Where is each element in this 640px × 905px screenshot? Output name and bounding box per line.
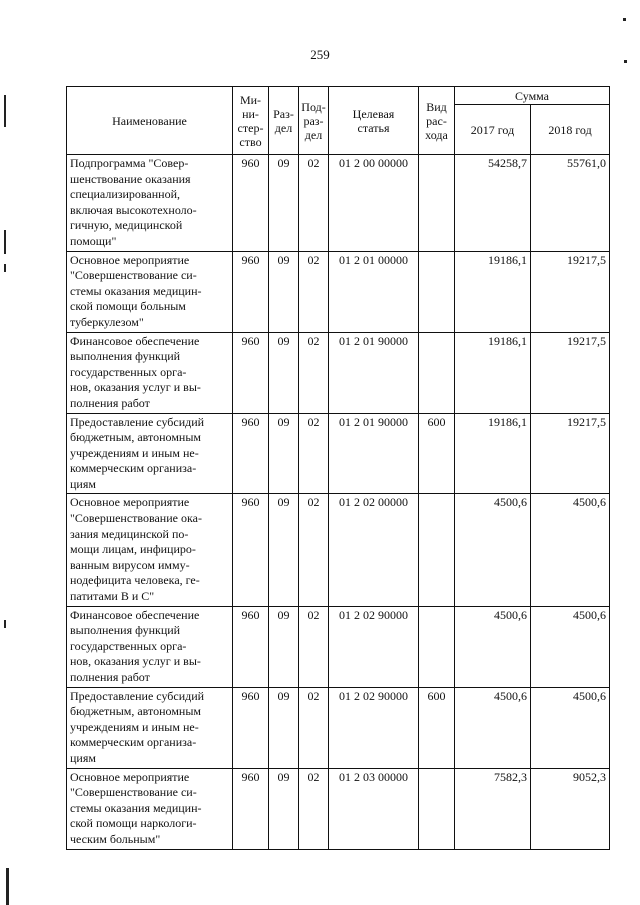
row-target: 01 2 03 00000 (329, 768, 419, 849)
row-section: 09 (269, 687, 299, 768)
table-row (67, 768, 610, 849)
scan-artifact (4, 264, 6, 272)
header-target-label: Целевая статья (352, 106, 395, 135)
scan-artifact (6, 868, 9, 905)
row-name: Основное мероприятие "Совершенствование ока- зания медицинской по- мощи лицам, инфициро- ванным вирусом имму- нодефицита человека, ге- патитами В и С" (67, 494, 233, 606)
scan-artifact (4, 620, 6, 628)
row-subsection: 02 (299, 413, 329, 494)
header-subsection (299, 87, 329, 155)
header-name-label: Наименование (112, 113, 187, 128)
row-section: 09 (269, 155, 299, 252)
row-section: 09 (269, 413, 299, 494)
header-year-2018 (531, 105, 610, 155)
row-ministry: 960 (233, 332, 269, 413)
row-target: 01 2 01 90000 (329, 332, 419, 413)
row-expense-type (419, 332, 455, 413)
row-subsection: 02 (299, 687, 329, 768)
row-subsection: 02 (299, 332, 329, 413)
page-number: 259 (310, 47, 330, 62)
header-target (329, 87, 419, 155)
header-section-label: Раз- дел (273, 106, 294, 135)
row-sum-2018: 19217,5 (531, 332, 610, 413)
row-sum-2017: 4500,6 (455, 494, 531, 606)
header-year-2018-label: 2018 год (548, 122, 592, 137)
row-ministry: 960 (233, 251, 269, 332)
row-name: Подпрограмма "Совер- шенствование оказания специализированной, включая высокотехноло- гичную, медицинской помощи" (67, 155, 233, 252)
row-expense-type (419, 768, 455, 849)
row-expense-type: 600 (419, 413, 455, 494)
header-year-2017-label: 2017 год (470, 122, 515, 137)
row-section: 09 (269, 494, 299, 606)
row-subsection: 02 (299, 494, 329, 606)
row-ministry: 960 (233, 155, 269, 252)
row-subsection: 02 (299, 606, 329, 687)
scan-artifact (623, 18, 626, 21)
row-name: Основное мероприятие "Совершенствование си- стемы оказания медицин- ской помощи больным туберкулезом" (67, 251, 233, 332)
row-name: Предоставление субсидий бюджетным, автономным учреждениям и иным не- коммерческим организа- циям (67, 687, 233, 768)
row-sum-2018: 4500,6 (531, 687, 610, 768)
row-sum-2018: 4500,6 (531, 494, 610, 606)
row-sum-2017: 7582,3 (455, 768, 531, 849)
table-body (67, 155, 610, 850)
row-expense-type: 600 (419, 687, 455, 768)
row-section: 09 (269, 332, 299, 413)
row-ministry: 960 (233, 687, 269, 768)
row-subsection: 02 (299, 768, 329, 849)
row-name: Основное мероприятие "Совершенствование си- стемы оказания медицин- ской помощи наркологи- ческим больным" (67, 768, 233, 849)
row-target: 01 2 02 90000 (329, 606, 419, 687)
row-subsection: 02 (299, 251, 329, 332)
header-year-2017 (455, 105, 531, 155)
row-name: Финансовое обеспечение выполнения функций государственных орга- нов, оказания услуг и вы- полнения работ (67, 332, 233, 413)
row-sum-2018: 55761,0 (531, 155, 610, 252)
row-sum-2018: 19217,5 (531, 413, 610, 494)
header-ministry-label: Ми- ни- стер- ство (237, 92, 264, 149)
row-ministry: 960 (233, 494, 269, 606)
row-name: Предоставление субсидий бюджетным, автономным учреждениям и иным не- коммерческим организа- циям (67, 413, 233, 494)
row-sum-2017: 4500,6 (455, 687, 531, 768)
row-expense-type (419, 155, 455, 252)
table-row (67, 251, 610, 332)
row-sum-2017: 54258,7 (455, 155, 531, 252)
header-expense-type (419, 87, 455, 155)
row-target: 01 2 02 90000 (329, 687, 419, 768)
header-section (269, 87, 299, 155)
header-expense-type-label: Вид рас- хода (425, 99, 448, 142)
scan-artifact (4, 95, 6, 127)
header-subsection-label: Под- раз- дел (301, 99, 326, 142)
row-sum-2018: 4500,6 (531, 606, 610, 687)
row-expense-type (419, 494, 455, 606)
budget-table (66, 86, 610, 850)
table-row (67, 606, 610, 687)
row-target: 01 2 00 00000 (329, 155, 419, 252)
header-name (67, 87, 233, 155)
table-row (67, 494, 610, 606)
row-ministry: 960 (233, 413, 269, 494)
table-row (67, 687, 610, 768)
table-row (67, 413, 610, 494)
row-sum-2018: 9052,3 (531, 768, 610, 849)
row-target: 01 2 01 00000 (329, 251, 419, 332)
row-sum-2017: 19186,1 (455, 251, 531, 332)
row-ministry: 960 (233, 606, 269, 687)
row-section: 09 (269, 251, 299, 332)
row-expense-type (419, 606, 455, 687)
row-section: 09 (269, 768, 299, 849)
row-section: 09 (269, 606, 299, 687)
row-sum-2018: 19217,5 (531, 251, 610, 332)
row-name: Финансовое обеспечение выполнения функций государственных орга- нов, оказания услуг и вы- полнения работ (67, 606, 233, 687)
table-row (67, 332, 610, 413)
header-sum-label: Сумма (515, 88, 549, 103)
row-target: 01 2 02 00000 (329, 494, 419, 606)
table-row (67, 155, 610, 252)
row-sum-2017: 4500,6 (455, 606, 531, 687)
header-ministry (233, 87, 269, 155)
row-target: 01 2 01 90000 (329, 413, 419, 494)
row-expense-type (419, 251, 455, 332)
row-sum-2017: 19186,1 (455, 332, 531, 413)
row-subsection: 02 (299, 155, 329, 252)
scan-artifact (624, 60, 627, 63)
header-sum (455, 87, 610, 105)
row-sum-2017: 19186,1 (455, 413, 531, 494)
scan-artifact (4, 230, 6, 254)
row-ministry: 960 (233, 768, 269, 849)
